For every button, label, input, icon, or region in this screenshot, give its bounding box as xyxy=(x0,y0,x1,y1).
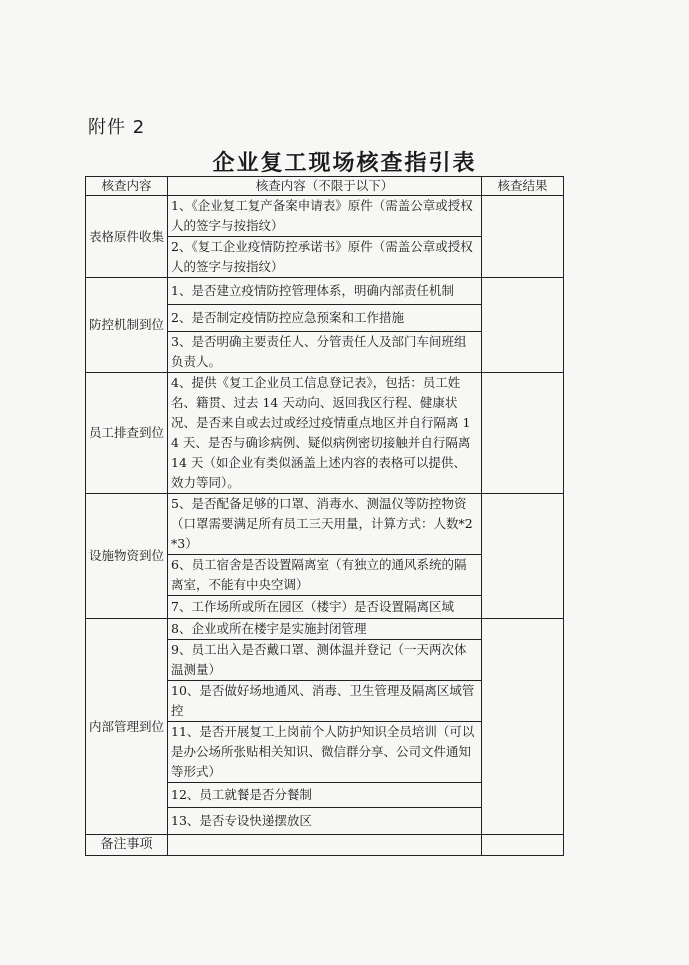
result-cell[interactable] xyxy=(482,373,564,494)
check-item: 9、员工出入是否戴口罩、测体温并登记（一天两次体温测量） xyxy=(168,640,482,681)
check-item: 5、是否配备足够的口罩、消毒水、测温仪等防控物资（口罩需要满足所有员工三天用量，计算方式：人数*2*3） xyxy=(168,494,482,555)
table-header-row xyxy=(86,177,564,196)
result-cell[interactable] xyxy=(482,835,564,856)
header-result: 核查结果 xyxy=(482,177,564,196)
section-supplies-label: 设施物资到位 xyxy=(86,494,168,619)
table-row xyxy=(86,619,564,640)
section-staff-label: 员工排查到位 xyxy=(86,373,168,494)
check-item: 4、提供《复工企业员工信息登记表》，包括：员工姓名、籍贯、过去 14 天动向、返回我区行程、健康状况、是否来自或去过或经过疫情重点地区并自行隔离 14 天、是否与确诊病例、疑似病例密切接触并自行隔离 14 天（如企业有类似涵盖上述内容的表格可以提供、效力等同）。 xyxy=(168,373,482,494)
check-item: 1、《企业复工复产备案申请表》原件（需盖公章或授权人的签字与按指纹） xyxy=(168,196,482,237)
table-row xyxy=(86,196,564,237)
table-row xyxy=(86,373,564,494)
remarks-label: 备注事项 xyxy=(86,835,168,856)
table-row xyxy=(86,278,564,305)
result-cell[interactable] xyxy=(482,494,564,619)
check-item: 2、是否制定疫情防控应急预案和工作措施 xyxy=(168,305,482,332)
check-item: 7、工作场所或所在园区（楼宇）是否设置隔离区域 xyxy=(168,596,482,619)
check-item: 2、《复工企业疫情防控承诺书》原件（需盖公章或授权人的签字与按指纹） xyxy=(168,237,482,278)
table-row xyxy=(86,835,564,856)
check-item: 1、是否建立疫情防控管理体系，明确内部责任机制 xyxy=(168,278,482,305)
page-title: 企业复工现场核查指引表 xyxy=(212,151,477,176)
remarks-cell[interactable] xyxy=(168,835,482,856)
check-item: 12、员工就餐是否分餐制 xyxy=(168,783,482,808)
table-row xyxy=(86,494,564,555)
header-category: 核查内容 xyxy=(86,177,168,196)
check-item: 3、是否明确主要责任人、分管责任人及部门车间班组负责人。 xyxy=(168,332,482,373)
attachment-label: 附件 2 xyxy=(88,117,146,138)
header-content: 核查内容（不限于以下） xyxy=(168,177,482,196)
check-item: 11、是否开展复工上岗前个人防护知识全员培训（可以是办公场所张贴相关知识、微信群分享、公司文件通知等形式） xyxy=(168,722,482,783)
result-cell[interactable] xyxy=(482,619,564,835)
section-management-label: 内部管理到位 xyxy=(86,619,168,835)
check-item: 8、企业或所在楼宇是实施封闭管理 xyxy=(168,619,482,640)
result-cell[interactable] xyxy=(482,196,564,278)
section-forms-label: 表格原件收集 xyxy=(86,196,168,278)
section-mechanism-label: 防控机制到位 xyxy=(86,278,168,373)
check-item: 10、是否做好场地通风、消毒、卫生管理及隔离区域管控 xyxy=(168,681,482,722)
check-item: 13、是否专设快递摆放区 xyxy=(168,808,482,835)
check-item: 6、员工宿舍是否设置隔离室（有独立的通风系统的隔离室，不能有中央空调） xyxy=(168,555,482,596)
checklist-table xyxy=(85,176,564,856)
result-cell[interactable] xyxy=(482,278,564,373)
